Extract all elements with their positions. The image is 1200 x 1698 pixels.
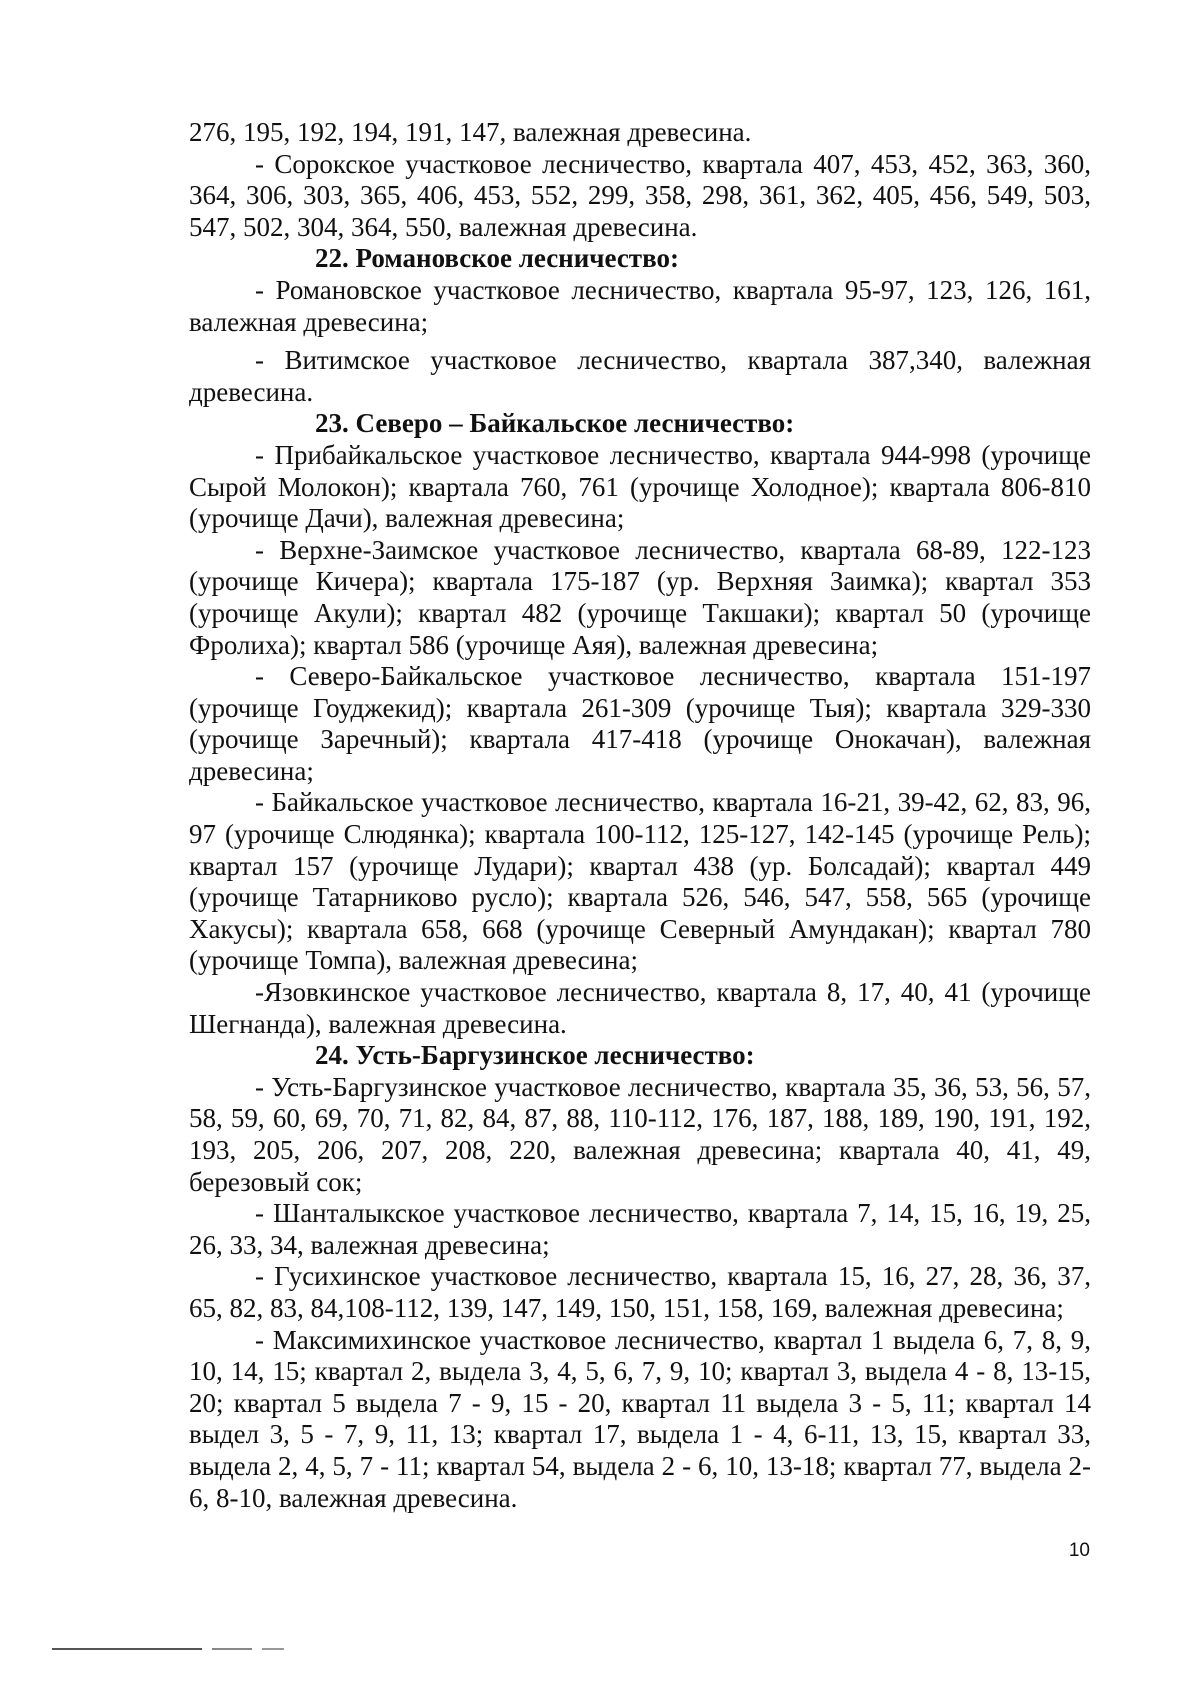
paragraph: - Максимихинское участковое лесничество, квартал 1 выдела 6, 7, 8, 9, 10, 14, 15; квартал 2, выдела 3, 4, 5, 6, 7, 9, 10; квартал 3, выдела 4 - 8, 13-15, 20; квартал 5 выдела 7 - 9, 15 - 20, квартал 11 выдела 3 - 5, 11; квартал 14 выдел 3, 5 - 7, 9, 11, 13; квартал 17, выдела 1 - 4, 6-11, 13, 15, квартал 33, выдела 2, 4, 5, 7 - 11; квартал 54, выдела 2 - 6, 10, 13-18; квартал 77, выдела 2-6, 8-10, валежная древесина. bbox=[189, 1324, 1091, 1513]
paragraph: - Романовское участковое лесничество, квартала 95-97, 123, 126, 161, валежная древесина; bbox=[189, 274, 1091, 337]
scan-edge-mark bbox=[52, 1648, 202, 1650]
paragraph: 276, 195, 192, 194, 191, 147, валежная древесина. bbox=[189, 117, 752, 147]
paragraph: - Гусихинское участковое лесничество, квартала 15, 16, 27, 28, 36, 37, 65, 82, 83, 84,108-112, 139, 147, 149, 150, 151, 158, 169, валежная древесина; bbox=[189, 1261, 1091, 1323]
scan-edge-mark bbox=[212, 1648, 252, 1650]
paragraph: - Северо-Байкальское участковое лесничество, квартала 151-197 (урочище Гоуджекид); квартала 261-309 (урочище Тыя); квартала 329-330 (урочище Заречный); квартала 417-418 (урочище Онокачан), валежная древесина; bbox=[189, 661, 1091, 786]
paragraph: -Язовкинское участковое лесничество, квартала 8, 17, 40, 41 (урочище Шегнанда), валежная древесина. bbox=[189, 977, 1091, 1039]
paragraph: - Шанталыкское участковое лесничество, квартала 7, 14, 15, 16, 19, 25, 26, 33, 34, валежная древесина; bbox=[189, 1198, 1091, 1260]
paragraph: - Байкальское участковое лесничество, квартала 16-21, 39-42, 62, 83, 96, 97 (урочище Слюдянка); квартала 100-112, 125-127, 142-145 (урочище Рель); квартал 157 (урочище Лудари); квартал 438 (ур. Болсадай); квартал 449 (урочище Татарниково русло); квартала 526, 546, 547, 558, 565 (урочище Хакусы); квартала 658, 668 (урочище Северный Амундакан); квартал 780 (урочище Томпа), валежная древесина; bbox=[189, 787, 1091, 976]
section-heading: 24. Усть-Баргузинское лесничество: bbox=[315, 1040, 755, 1071]
section-heading: 23. Северо – Байкальское лесничество: bbox=[315, 408, 795, 439]
scan-edge-mark bbox=[262, 1648, 284, 1650]
document-body bbox=[189, 117, 1091, 1514]
paragraph: - Сорокское участковое лесничество, квартала 407, 453, 452, 363, 360, 364, 306, 303, 365, 406, 453, 552, 299, 358, 298, 361, 362, 405, 456, 549, 503, 547, 502, 304, 364, 550, валежная древесина. bbox=[189, 148, 1091, 242]
paragraph: - Верхне-Заимское участковое лесничество, квартала 68-89, 122-123 (урочище Кичера); квартала 175-187 (ур. Верхняя Заимка); квартал 353 (урочище Акули); квартал 482 (урочище Такшаки); квартал 50 (урочище Фролиха); квартал 586 (урочище Аяя), валежная древесина; bbox=[189, 534, 1091, 660]
paragraph: - Витимское участковое лесничество, квартала 387,340, валежная древесина. bbox=[189, 345, 1091, 407]
paragraph: - Прибайкальское участковое лесничество, квартала 944-998 (урочище Сырой Молокон); квартала 760, 761 (урочище Холодное); квартала 806-810 (урочище Дачи), валежная древесина; bbox=[189, 439, 1091, 534]
page-number: 10 bbox=[1068, 1540, 1090, 1561]
section-heading: 22. Романовское лесничество: bbox=[315, 243, 679, 274]
paragraph: - Усть-Баргузинское участковое лесничество, квартала 35, 36, 53, 56, 57, 58, 59, 60, 69, 70, 71, 82, 84, 87, 88, 110-112, 176, 187, 188, 189, 190, 191, 192, 193, 205, 206, 207, 208, 220, валежная древесина; квартала 40, 41, 49, березовый сок; bbox=[189, 1071, 1091, 1197]
